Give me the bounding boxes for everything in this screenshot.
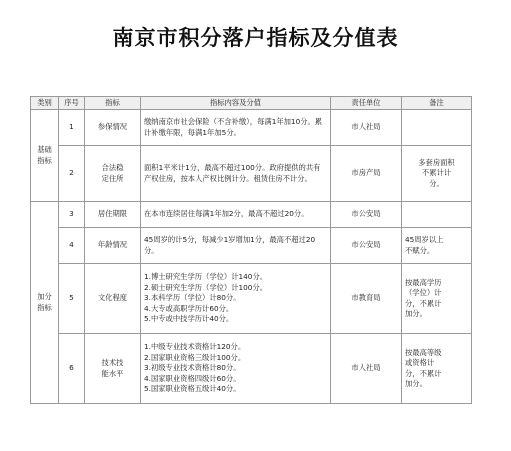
row-note: 按最高学历 （学位）计 分，不累计 加分。 bbox=[402, 264, 472, 334]
row-number: 3 bbox=[59, 202, 85, 228]
row-unit: 市房产局 bbox=[331, 146, 402, 202]
row-unit: 市教育局 bbox=[331, 264, 402, 334]
header-indicator: 指标 bbox=[85, 97, 141, 110]
row-unit: 市公安局 bbox=[331, 228, 402, 264]
row-note: 45周岁以上 不赋分。 bbox=[402, 228, 472, 264]
row-indicator: 文化程度 bbox=[85, 264, 141, 334]
row-content: 1.博士研究生学历（学位）计140分。 2.硕士研究生学历（学位）计100分。 3.本科学历（学位）计80分。 4.大专或高职学历计60分。 5.中专或中技学历计40分。 bbox=[141, 264, 331, 334]
table-row bbox=[31, 202, 472, 228]
table-row bbox=[31, 146, 472, 202]
row-note: 按最高等级 或资格计 分，不累计 加分。 bbox=[402, 334, 472, 404]
row-content: 1.中级专业技术资格计120分。 2.国家职业资格三级计100分。 3.初级专业技术资格计80分。 4.国家职业资格四级计60分。 5.国家职业资格五级计40分。 bbox=[141, 334, 331, 404]
table-header-row bbox=[31, 97, 472, 110]
row-unit: 市人社局 bbox=[331, 110, 402, 146]
table-row bbox=[31, 264, 472, 334]
row-unit: 市人社局 bbox=[331, 334, 402, 404]
header-category: 类别 bbox=[31, 97, 59, 110]
row-indicator: 年龄情况 bbox=[85, 228, 141, 264]
row-note bbox=[402, 110, 472, 146]
row-note: 多套房面积 不累计计 分。 bbox=[402, 146, 472, 202]
page-title: 南京市积分落户指标及分值表 bbox=[112, 26, 399, 50]
row-number: 2 bbox=[59, 146, 85, 202]
row-number: 1 bbox=[59, 110, 85, 146]
row-indicator: 技术技 能水平 bbox=[85, 334, 141, 404]
category-basic: 基础 指标 bbox=[31, 110, 59, 202]
table-row bbox=[31, 228, 472, 264]
row-content: 在本市连续居住每满1年加2分，最高不超过20分。 bbox=[141, 202, 331, 228]
table-row bbox=[31, 334, 472, 404]
row-indicator: 参保情况 bbox=[85, 110, 141, 146]
score-table bbox=[30, 96, 472, 404]
row-number: 6 bbox=[59, 334, 85, 404]
row-number: 4 bbox=[59, 228, 85, 264]
row-unit: 市公安局 bbox=[331, 202, 402, 228]
row-indicator: 合法稳 定住所 bbox=[85, 146, 141, 202]
header-number: 序号 bbox=[59, 97, 85, 110]
header-content: 指标内容及分值 bbox=[141, 97, 331, 110]
row-number: 5 bbox=[59, 264, 85, 334]
row-note bbox=[402, 202, 472, 228]
header-unit: 责任单位 bbox=[331, 97, 402, 110]
row-content: 45周岁的计5分，每减少1岁增加1分，最高不超过20分。 bbox=[141, 228, 331, 264]
header-note: 备注 bbox=[402, 97, 472, 110]
row-content: 缴纳南京市社会保险（不含补缴），每满1年加10分。累计补缴年限，每满1年加5分。 bbox=[141, 110, 331, 146]
row-indicator: 居住期限 bbox=[85, 202, 141, 228]
table-row bbox=[31, 110, 472, 146]
row-content: 面积1平米计1分，最高不超过100分。政府提供的共有产权住房，按本人产权比例计分。租赁住房不计分。 bbox=[141, 146, 331, 202]
category-bonus: 加分 指标 bbox=[31, 202, 59, 404]
